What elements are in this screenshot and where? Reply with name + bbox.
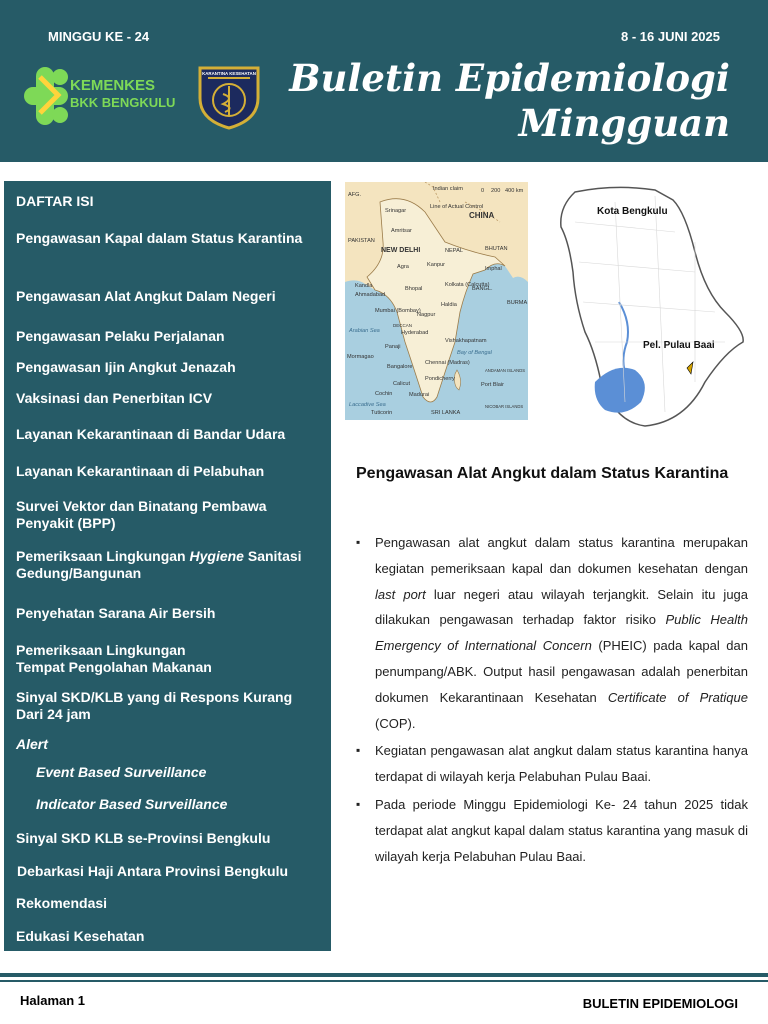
toc-item-rekomendasi[interactable]: Rekomendasi: [16, 895, 108, 911]
map-label: PAKISTAN: [348, 238, 375, 244]
bullet1-text-g: (COP).: [375, 715, 416, 731]
map-label: NICOBAR ISLANDS: [485, 404, 524, 409]
map-label: Kandla: [355, 283, 373, 289]
map-label: Calicut: [393, 381, 411, 387]
bullet-item: ▪ Kegiatan pengawasan alat angkut dalam status karantina hanya terdapat di wilayah kerja Pelabuhan Pulau Baai.: [356, 738, 748, 790]
map-label-pelabuhan: Pel. Pulau Baai: [643, 340, 715, 351]
toc-hygiene-italic: Hygiene: [189, 548, 244, 564]
bengkulu-map: [555, 182, 755, 428]
map-label: Srinagar: [385, 208, 407, 214]
logo-kemenkes-text: KEMENKES: [70, 77, 156, 94]
map-label: 200: [491, 188, 501, 194]
map-label: Ahmadabad: [355, 292, 386, 298]
bullet1-text-c: luar negeri atau wilayah terjangkit. Selain itu juga dilakukan pengawasan terhadap faktor risiko: [375, 586, 749, 628]
india-map: [345, 182, 528, 420]
toc-item-alat-angkut-dalam-negeri[interactable]: Pengawasan Alat Angkut Dalam Negeri: [16, 288, 276, 304]
toc-tpm-line1: Pemeriksaan Lingkungan: [16, 642, 186, 658]
article-bullets: [356, 530, 748, 871]
toc-item-kapal-karantina[interactable]: Pengawasan Kapal dalam Status Karantina: [16, 230, 303, 246]
toc-item-debarkasi-haji[interactable]: Debarkasi Haji Antara Provinsi Bengkulu: [17, 863, 289, 879]
map-label: Haldia: [441, 302, 457, 308]
map-label: Tuticorin: [371, 410, 393, 416]
bulletin-title-line2: Mingguan: [518, 101, 730, 145]
map-label: Mumbai (Bombay): [375, 308, 421, 314]
bullet1-text-a: Pengawasan alat angkut dalam status karantina merupakan kegiatan pemeriksaan kapal dan dokumen kesehatan dengan: [375, 535, 748, 576]
map-label: Bangalore: [387, 364, 413, 370]
toc-item-ijin-angkut-jenazah[interactable]: Pengawasan Ijin Angkut Jenazah: [16, 359, 236, 375]
toc-item-hygiene-sanitasi[interactable]: [16, 548, 331, 582]
seal-text: KARANTINA KESEHATAN: [202, 71, 256, 76]
map-label: Laccadive Sea: [349, 402, 386, 408]
map-label: ANDAMAN ISLANDS: [485, 368, 526, 373]
map-label: Amritsar: [391, 228, 412, 234]
bullet1-text-e: (PHEIC) pada kapal dan penumpang/ABK. Output hasil pengawasan adalah penerbitan dokumen Kekarantinaan Kesehatan: [375, 638, 748, 705]
footer-divider: [0, 973, 768, 977]
toc-heading: DAFTAR ISI: [16, 193, 94, 209]
map-label: CHINA: [469, 211, 495, 220]
map-label: Mormagao: [347, 354, 374, 360]
table-of-contents: [4, 181, 331, 951]
footer-title: BULETIN EPIDEMIOLOGI: [582, 996, 738, 1011]
header-banner: [0, 0, 768, 162]
map-label: SRI LANKA: [431, 410, 461, 416]
map-label: Pondicherry: [425, 376, 455, 382]
week-label: MINGGU KE - 24: [48, 29, 150, 44]
map-label: DECCAN: [393, 323, 413, 328]
bulletin-title-line1: Buletin Epidemiologi: [289, 56, 730, 100]
map-label: Line of Actual Control: [430, 204, 484, 210]
map-label: BANGL.: [472, 286, 493, 292]
map-label: Arabian Sea: [349, 328, 380, 334]
bullet1-italic-pheic: Public Health Emergency of International Concern: [375, 612, 748, 654]
toc-item-pelabuhan[interactable]: Layanan Kekarantinaan di Pelabuhan: [16, 463, 265, 479]
toc-item-air-bersih[interactable]: Penyehatan Sarana Air Bersih: [16, 605, 216, 621]
date-label: 8 - 16 JUNI 2025: [620, 29, 720, 44]
map-label: NEW DELHI: [381, 247, 421, 254]
toc-item-edukasi-kesehatan[interactable]: Edukasi Kesehatan: [16, 928, 145, 944]
map-label: Agra: [397, 264, 409, 270]
toc-tpm-line2: Tempat Pengolahan Makanan: [16, 659, 212, 675]
toc-item-ibs[interactable]: Indicator Based Surveillance: [36, 796, 228, 812]
toc-item-tpm[interactable]: [16, 642, 212, 676]
map-label: 0: [481, 188, 485, 194]
map-label: Panaji: [385, 344, 401, 350]
map-label: Nagpur: [417, 312, 436, 318]
map-label: Kanpur: [427, 262, 446, 268]
toc-item-survei-vektor[interactable]: Survei Vektor dan Binatang Pembawa Penyakit (BPP): [16, 498, 267, 531]
article-title: Pengawasan Alat Angkut dalam Status Karantina: [356, 465, 729, 482]
toc-hygiene-part2: Sanitasi Gedung/Bangunan: [16, 548, 302, 581]
map-label: Vishakhapatnam: [445, 338, 487, 344]
map-label: Bhopal: [405, 286, 423, 292]
footer-divider: [0, 980, 768, 982]
map-label: NEPAL: [445, 248, 463, 254]
karantina-seal-icon: [196, 64, 262, 130]
bullet1-italic-last-port: last port: [375, 586, 426, 602]
map-label: BHUTAN: [485, 246, 508, 252]
toc-item-ebs[interactable]: Event Based Surveillance: [36, 764, 207, 780]
map-label: 400 km: [505, 188, 524, 194]
map-label: Bay of Bengal: [457, 350, 492, 356]
map-label: Indian claim: [433, 186, 463, 192]
bullet-item: [356, 530, 748, 736]
toc-item-sinyal-skd-klb[interactable]: Sinyal SKD/KLB yang di Respons Kurang Dari 24 jam: [16, 689, 293, 722]
map-label-kota-bengkulu: Kota Bengkulu: [597, 206, 668, 217]
map-label: AFG.: [348, 192, 362, 198]
toc-item-vaksinasi-icv[interactable]: Vaksinasi dan Penerbitan ICV: [16, 390, 213, 406]
toc-item-bandar-udara[interactable]: Layanan Kekarantinaan di Bandar Udara: [16, 426, 286, 442]
toc-item-pelaku-perjalanan[interactable]: Pengawasan Pelaku Perjalanan: [16, 328, 225, 344]
logo-bkk-text: BKK BENGKULU: [70, 95, 176, 110]
map-label: Port Blair: [481, 382, 505, 388]
toc-item-skd-provinsi[interactable]: Sinyal SKD KLB se-Provinsi Bengkulu: [16, 830, 271, 846]
map-label: Cochin: [375, 391, 393, 397]
map-label: Kolkata (Calcutta): [445, 282, 490, 288]
bullet-item: ▪ Pada periode Minggu Epidemiologi Ke- 24 tahun 2025 tidak terdapat alat angkut kapal dalam status karantina yang masuk di wilayah kerja Pelabuhan Pulau Baai.: [356, 792, 748, 869]
map-label: BURMA: [507, 300, 528, 306]
map-label: Imphal: [485, 266, 502, 272]
page-number: Halaman 1: [20, 993, 86, 1008]
bullet1-italic-cop: Certificate of Pratique: [607, 689, 748, 705]
map-label: Hyderabad: [401, 330, 429, 336]
map-label: Chennai (Madras): [425, 360, 470, 366]
toc-item-alert[interactable]: Alert: [16, 736, 48, 752]
toc-hygiene-part1: Pemeriksaan Lingkungan: [16, 548, 186, 564]
map-label: Madurai: [409, 392, 430, 398]
